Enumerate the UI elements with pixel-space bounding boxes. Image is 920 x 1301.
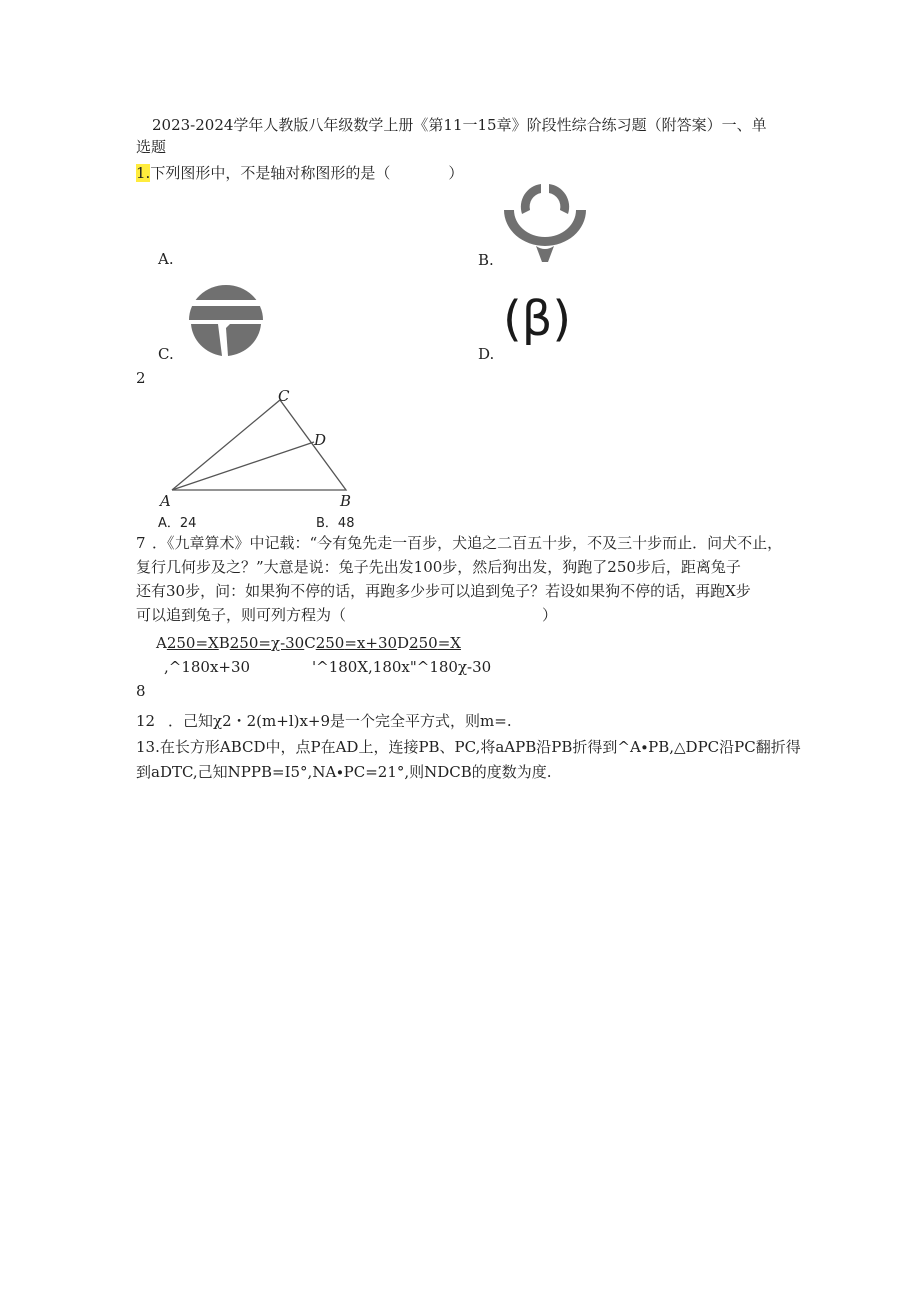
q7-option-d-label: D — [397, 634, 410, 652]
question-7-line-4 — [136, 604, 557, 626]
q7-option-c-rest: =x+30 — [344, 634, 398, 652]
question-2-number: 2 — [136, 369, 146, 387]
option-b-figure — [500, 180, 590, 264]
option-c-label: C. — [158, 345, 174, 363]
question-7-line-3: 还有30步，问：如果狗不停的话，再跑多少步可以追到兔子？若设如果狗不停的话，再跑X步 — [136, 582, 751, 600]
q7-option-b-rest: =χ-30 — [258, 634, 305, 652]
question-7-line-1: ．《九章算术》中记载：“今有兔先走一百步，犬追之二百五十步，不及三十步而止．问犬不止， — [152, 534, 783, 552]
question-7-number: 7 — [136, 534, 146, 552]
option-d-symbol: (β) — [503, 291, 572, 347]
vertex-a-label: A — [160, 492, 171, 510]
option-c-figure — [186, 282, 266, 358]
triangle-figure — [150, 384, 370, 516]
q7-option-b-label: B — [218, 634, 230, 652]
question-7-line-2: 复行几何步及之？”大意是说：兔子先出发100步，然后狗出发，狗跑了250步后，距离兔子 — [136, 558, 741, 576]
question-stem-text: 下列图形中，不是轴对称图形的是（ — [150, 164, 391, 182]
q7-option-a-numerator: 250 — [166, 634, 196, 652]
q7-option-a-rest: =X — [195, 634, 219, 652]
title-line-1: 2023-2024学年人教版八年级数学上册《第11一15章》阶段性综合练习题（附答案）一、单 — [152, 116, 767, 134]
question-13-line-2: 到aDTC,己知NPPB=I5°,NA∙PC=21°,则NDCB的度数为度. — [136, 763, 552, 781]
question-12-number: 12 — [136, 712, 156, 730]
question-12-text: ．己知χ2・2(m+l)x+9是一个完全平方式，则m=. — [168, 712, 512, 730]
question-number: 1. — [136, 164, 151, 182]
vertex-b-label: B — [340, 492, 352, 510]
question-7-line-4-text: 可以追到兔子，则可列方程为（ — [136, 606, 347, 624]
question-8-number: 8 — [136, 682, 146, 700]
q7-option-c-numerator: 250 — [315, 634, 345, 652]
q7-option-d-rest: =X — [437, 634, 461, 652]
question-13-line-1: 13.在长方形ABCD中，点P在AD上，连接PB、PC,将aAPB沿PB折得到^A∙PB,△DPC沿PC翻折得 — [136, 738, 801, 756]
question-1-stem — [136, 162, 463, 184]
option-d-label: D. — [478, 345, 495, 363]
q7-answer-row-1 — [156, 632, 461, 654]
q7-option-c-label: C — [304, 634, 316, 652]
q2-option-a: A．24 — [158, 516, 197, 531]
vertex-c-label: C — [278, 387, 290, 405]
title-line-2: 选题 — [136, 138, 167, 156]
q7-option-b-numerator: 250 — [229, 634, 259, 652]
option-a-label: A. — [158, 250, 174, 268]
answer-paren-close: ） — [542, 606, 558, 624]
q7-answer-row-2-b: '^180X,180x"^180χ-30 — [312, 658, 492, 676]
answer-paren-close: ） — [448, 164, 464, 182]
q2-option-b: B．48 — [316, 516, 355, 531]
q7-option-d-numerator: 250 — [409, 634, 438, 652]
vertex-d-label: D — [314, 431, 327, 449]
option-b-label: B. — [478, 251, 494, 269]
q7-option-a-label: A — [156, 634, 167, 652]
q7-answer-row-2-a: ,^180x+30 — [164, 658, 251, 676]
segment-ad — [172, 442, 314, 490]
